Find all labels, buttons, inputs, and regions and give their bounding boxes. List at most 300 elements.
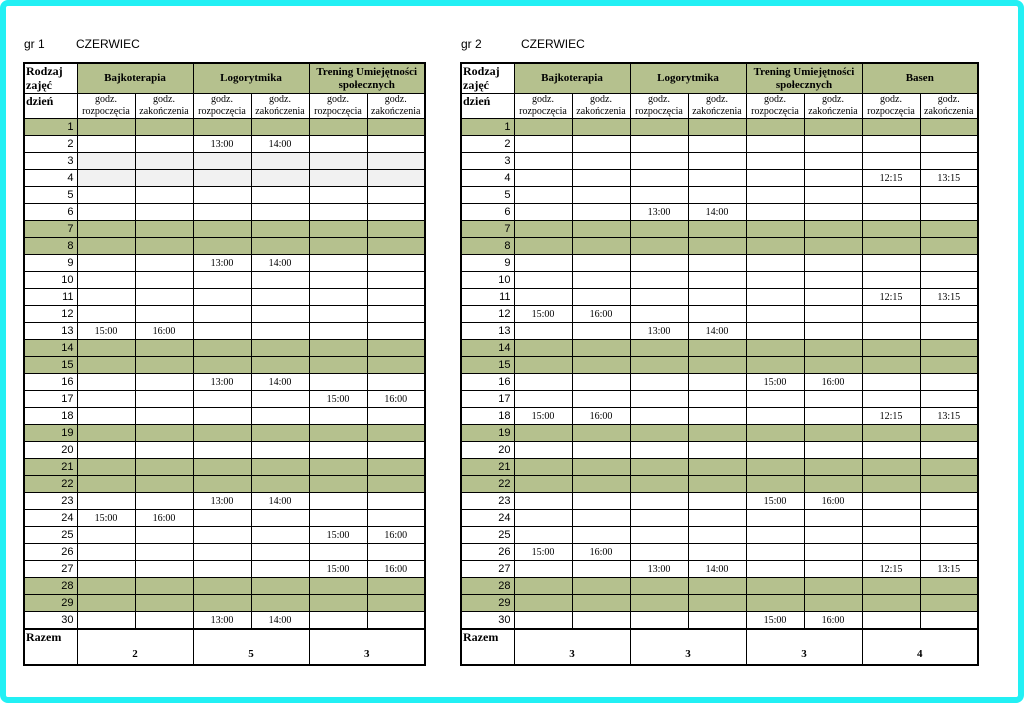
day-row xyxy=(461,289,978,306)
time-cell xyxy=(367,408,425,425)
time-cell xyxy=(746,238,804,255)
time-cell xyxy=(309,323,367,340)
end-time-header: godz. zakończenia xyxy=(804,94,862,119)
time-cell xyxy=(77,459,135,476)
time-cell xyxy=(572,238,630,255)
day-row xyxy=(461,306,978,323)
time-cell xyxy=(862,153,920,170)
time-cell xyxy=(862,527,920,544)
time-cell xyxy=(920,136,978,153)
activity-header: Logorytmika xyxy=(193,63,309,94)
time-cell xyxy=(514,170,572,187)
start-time: 15:00 xyxy=(514,306,572,323)
day-number: 26 xyxy=(461,544,514,561)
time-cell xyxy=(688,578,746,595)
day-number: 22 xyxy=(461,476,514,493)
time-cell xyxy=(746,442,804,459)
time-cell xyxy=(251,340,309,357)
start-time-header: godz. rozpoczęcia xyxy=(77,94,135,119)
time-cell xyxy=(135,289,193,306)
time-cell xyxy=(135,221,193,238)
header-row-activities xyxy=(461,63,978,94)
end-time: 14:00 xyxy=(251,612,309,630)
time-cell xyxy=(572,425,630,442)
time-cell xyxy=(746,544,804,561)
time-cell xyxy=(862,459,920,476)
time-cell xyxy=(77,493,135,510)
time-cell xyxy=(514,204,572,221)
start-time: 12:15 xyxy=(862,561,920,578)
start-time: 15:00 xyxy=(746,612,804,630)
time-cell xyxy=(135,238,193,255)
time-cell xyxy=(193,578,251,595)
day-number: 23 xyxy=(461,493,514,510)
day-row xyxy=(24,306,425,323)
group-2-table xyxy=(460,62,979,666)
time-cell xyxy=(746,187,804,204)
time-cell xyxy=(688,408,746,425)
time-cell xyxy=(309,374,367,391)
time-cell xyxy=(77,289,135,306)
time-cell xyxy=(514,527,572,544)
time-cell xyxy=(309,595,367,612)
time-cell xyxy=(309,238,367,255)
activity-total: 2 xyxy=(77,629,193,665)
day-number: 12 xyxy=(461,306,514,323)
time-cell xyxy=(367,289,425,306)
day-row xyxy=(24,238,425,255)
start-time: 13:00 xyxy=(193,255,251,272)
time-cell xyxy=(688,272,746,289)
header-activity-type: Rodzaj zajęć xyxy=(461,63,514,94)
start-time: 13:00 xyxy=(630,323,688,340)
time-cell xyxy=(309,493,367,510)
time-cell xyxy=(804,238,862,255)
time-cell xyxy=(746,323,804,340)
end-time: 13:15 xyxy=(920,561,978,578)
time-cell xyxy=(367,153,425,170)
time-cell xyxy=(193,408,251,425)
day-number: 29 xyxy=(461,595,514,612)
time-cell xyxy=(630,612,688,630)
time-cell xyxy=(746,357,804,374)
time-cell xyxy=(688,153,746,170)
time-cell xyxy=(135,408,193,425)
time-cell xyxy=(630,136,688,153)
time-cell xyxy=(193,170,251,187)
time-cell xyxy=(920,272,978,289)
day-row xyxy=(461,187,978,204)
day-number: 29 xyxy=(24,595,77,612)
time-cell xyxy=(77,425,135,442)
time-cell xyxy=(309,578,367,595)
start-time: 13:00 xyxy=(193,136,251,153)
day-row xyxy=(461,170,978,187)
time-cell xyxy=(251,221,309,238)
time-cell xyxy=(309,408,367,425)
activity-total: 3 xyxy=(746,629,862,665)
time-cell xyxy=(630,459,688,476)
day-row xyxy=(24,153,425,170)
time-cell xyxy=(688,221,746,238)
end-time: 16:00 xyxy=(804,493,862,510)
time-cell xyxy=(135,119,193,136)
time-cell xyxy=(688,391,746,408)
end-time: 16:00 xyxy=(367,527,425,544)
time-cell xyxy=(309,425,367,442)
time-cell xyxy=(630,357,688,374)
time-cell xyxy=(309,476,367,493)
day-number: 12 xyxy=(24,306,77,323)
day-row xyxy=(461,493,978,510)
time-cell xyxy=(77,357,135,374)
time-cell xyxy=(688,544,746,561)
time-cell xyxy=(251,289,309,306)
group-1-table xyxy=(23,62,426,666)
day-number: 3 xyxy=(24,153,77,170)
time-cell xyxy=(135,187,193,204)
time-cell xyxy=(367,136,425,153)
time-cell xyxy=(514,578,572,595)
day-number: 4 xyxy=(461,170,514,187)
day-row xyxy=(461,119,978,136)
day-number: 25 xyxy=(461,527,514,544)
day-row xyxy=(24,272,425,289)
time-cell xyxy=(572,442,630,459)
group-1-schedule xyxy=(23,30,426,666)
time-cell xyxy=(193,340,251,357)
time-cell xyxy=(630,119,688,136)
start-time-header: godz. rozpoczęcia xyxy=(514,94,572,119)
day-row xyxy=(461,323,978,340)
day-number: 13 xyxy=(24,323,77,340)
time-cell xyxy=(135,306,193,323)
day-row xyxy=(24,578,425,595)
time-cell xyxy=(920,187,978,204)
time-cell xyxy=(514,357,572,374)
time-cell xyxy=(572,391,630,408)
time-cell xyxy=(367,340,425,357)
end-time-header: godz. zakończenia xyxy=(251,94,309,119)
time-cell xyxy=(251,442,309,459)
time-cell xyxy=(804,187,862,204)
time-cell xyxy=(309,612,367,630)
time-cell xyxy=(746,119,804,136)
time-cell xyxy=(746,476,804,493)
day-row xyxy=(461,272,978,289)
time-cell xyxy=(862,340,920,357)
start-time: 15:00 xyxy=(746,374,804,391)
time-cell xyxy=(630,374,688,391)
time-cell xyxy=(135,136,193,153)
end-time: 14:00 xyxy=(251,255,309,272)
time-cell xyxy=(251,408,309,425)
day-row xyxy=(24,391,425,408)
time-cell xyxy=(688,374,746,391)
day-row xyxy=(461,510,978,527)
group-2-schedule xyxy=(460,30,988,666)
time-cell xyxy=(309,442,367,459)
time-cell xyxy=(193,289,251,306)
start-time: 12:15 xyxy=(862,170,920,187)
time-cell xyxy=(193,187,251,204)
time-cell xyxy=(367,459,425,476)
day-number: 15 xyxy=(24,357,77,374)
time-cell xyxy=(804,340,862,357)
time-cell xyxy=(77,476,135,493)
day-number: 20 xyxy=(24,442,77,459)
time-cell xyxy=(572,493,630,510)
group-2-label: gr 2 xyxy=(461,37,482,51)
group-1-label: gr 1 xyxy=(24,37,45,51)
time-cell xyxy=(746,340,804,357)
time-cell xyxy=(77,578,135,595)
time-cell xyxy=(309,340,367,357)
time-cell xyxy=(77,187,135,204)
time-cell xyxy=(630,544,688,561)
day-row xyxy=(24,527,425,544)
time-cell xyxy=(920,153,978,170)
time-cell xyxy=(862,323,920,340)
activity-total: 3 xyxy=(630,629,746,665)
activity-header: Trening Umiejętności społecznych xyxy=(746,63,862,94)
totals-row xyxy=(24,629,425,665)
time-cell xyxy=(514,119,572,136)
time-cell xyxy=(251,578,309,595)
time-cell xyxy=(804,306,862,323)
time-cell xyxy=(251,204,309,221)
start-time: 13:00 xyxy=(193,374,251,391)
time-cell xyxy=(77,238,135,255)
time-cell xyxy=(630,408,688,425)
time-cell xyxy=(862,476,920,493)
time-cell xyxy=(367,306,425,323)
time-cell xyxy=(514,136,572,153)
time-cell xyxy=(920,595,978,612)
time-cell xyxy=(514,221,572,238)
start-time: 12:15 xyxy=(862,289,920,306)
day-number: 27 xyxy=(24,561,77,578)
time-cell xyxy=(77,408,135,425)
time-cell xyxy=(193,221,251,238)
time-cell xyxy=(367,255,425,272)
header-row-activities xyxy=(24,63,425,94)
day-row xyxy=(461,612,978,630)
time-cell xyxy=(309,170,367,187)
time-cell xyxy=(572,561,630,578)
time-cell xyxy=(804,255,862,272)
time-cell xyxy=(135,153,193,170)
end-time: 16:00 xyxy=(572,408,630,425)
time-cell xyxy=(862,119,920,136)
end-time: 16:00 xyxy=(572,544,630,561)
time-cell xyxy=(920,510,978,527)
time-cell xyxy=(309,357,367,374)
time-cell xyxy=(77,153,135,170)
activity-total: 3 xyxy=(514,629,630,665)
time-cell xyxy=(630,595,688,612)
day-number: 17 xyxy=(24,391,77,408)
time-cell xyxy=(688,442,746,459)
time-cell xyxy=(572,527,630,544)
time-cell xyxy=(309,306,367,323)
time-cell xyxy=(862,272,920,289)
header-day: dzień xyxy=(24,94,77,119)
time-cell xyxy=(77,612,135,630)
day-number: 1 xyxy=(24,119,77,136)
time-cell xyxy=(251,170,309,187)
time-cell xyxy=(514,459,572,476)
day-row xyxy=(24,289,425,306)
time-cell xyxy=(920,493,978,510)
day-row xyxy=(461,391,978,408)
time-cell xyxy=(251,323,309,340)
time-cell xyxy=(367,187,425,204)
time-cell xyxy=(804,357,862,374)
time-cell xyxy=(688,357,746,374)
day-number: 6 xyxy=(461,204,514,221)
activity-header: Basen xyxy=(862,63,978,94)
activity-header: Trening Umiejętności społecznych xyxy=(309,63,425,94)
end-time: 13:15 xyxy=(920,408,978,425)
time-cell xyxy=(514,272,572,289)
time-cell xyxy=(309,459,367,476)
start-time: 15:00 xyxy=(309,561,367,578)
end-time: 14:00 xyxy=(251,136,309,153)
time-cell xyxy=(572,272,630,289)
time-cell xyxy=(862,510,920,527)
time-cell xyxy=(135,340,193,357)
end-time: 16:00 xyxy=(135,510,193,527)
start-time: 15:00 xyxy=(746,493,804,510)
day-number: 14 xyxy=(461,340,514,357)
time-cell xyxy=(514,425,572,442)
time-cell xyxy=(920,425,978,442)
day-row xyxy=(24,476,425,493)
time-cell xyxy=(514,612,572,630)
start-time: 13:00 xyxy=(193,612,251,630)
time-cell xyxy=(920,476,978,493)
time-cell xyxy=(77,306,135,323)
time-cell xyxy=(135,442,193,459)
time-cell xyxy=(309,510,367,527)
time-cell xyxy=(367,442,425,459)
day-number: 5 xyxy=(461,187,514,204)
time-cell xyxy=(630,510,688,527)
time-cell xyxy=(135,170,193,187)
time-cell xyxy=(367,238,425,255)
time-cell xyxy=(251,272,309,289)
time-cell xyxy=(135,272,193,289)
day-row xyxy=(461,595,978,612)
time-cell xyxy=(862,425,920,442)
end-time: 14:00 xyxy=(251,374,309,391)
time-cell xyxy=(367,374,425,391)
day-row xyxy=(24,323,425,340)
time-cell xyxy=(572,340,630,357)
time-cell xyxy=(135,374,193,391)
day-number: 11 xyxy=(24,289,77,306)
time-cell xyxy=(572,510,630,527)
time-cell xyxy=(630,255,688,272)
time-cell xyxy=(193,459,251,476)
time-cell xyxy=(367,119,425,136)
time-cell xyxy=(514,561,572,578)
time-cell xyxy=(77,119,135,136)
time-cell xyxy=(804,153,862,170)
time-cell xyxy=(367,476,425,493)
day-number: 20 xyxy=(461,442,514,459)
day-number: 6 xyxy=(24,204,77,221)
time-cell xyxy=(862,612,920,630)
end-time-header: godz. zakończenia xyxy=(135,94,193,119)
activity-total: 3 xyxy=(309,629,425,665)
time-cell xyxy=(746,170,804,187)
start-time: 15:00 xyxy=(514,408,572,425)
day-number: 7 xyxy=(461,221,514,238)
day-row xyxy=(461,459,978,476)
time-cell xyxy=(572,323,630,340)
time-cell xyxy=(688,187,746,204)
day-number: 24 xyxy=(24,510,77,527)
day-row xyxy=(24,170,425,187)
start-time-header: godz. rozpoczęcia xyxy=(630,94,688,119)
day-number: 14 xyxy=(24,340,77,357)
day-number: 25 xyxy=(24,527,77,544)
day-number: 19 xyxy=(461,425,514,442)
day-row xyxy=(24,612,425,630)
time-cell xyxy=(251,306,309,323)
time-cell xyxy=(746,289,804,306)
time-cell xyxy=(367,595,425,612)
time-cell xyxy=(251,544,309,561)
time-cell xyxy=(804,391,862,408)
day-row xyxy=(24,459,425,476)
time-cell xyxy=(77,374,135,391)
day-number: 17 xyxy=(461,391,514,408)
time-cell xyxy=(514,476,572,493)
day-number: 9 xyxy=(461,255,514,272)
time-cell xyxy=(193,476,251,493)
time-cell xyxy=(514,510,572,527)
time-cell xyxy=(688,238,746,255)
start-time-header: godz. rozpoczęcia xyxy=(746,94,804,119)
day-number: 8 xyxy=(24,238,77,255)
day-number: 10 xyxy=(461,272,514,289)
time-cell xyxy=(920,238,978,255)
time-cell xyxy=(804,204,862,221)
time-cell xyxy=(572,357,630,374)
activity-total: 4 xyxy=(862,629,978,665)
time-cell xyxy=(251,595,309,612)
day-number: 4 xyxy=(24,170,77,187)
time-cell xyxy=(630,170,688,187)
activity-header: Bajkoterapia xyxy=(77,63,193,94)
day-row xyxy=(24,340,425,357)
time-cell xyxy=(77,340,135,357)
time-cell xyxy=(251,425,309,442)
time-cell xyxy=(309,136,367,153)
time-cell xyxy=(688,170,746,187)
start-time-header: godz. rozpoczęcia xyxy=(862,94,920,119)
group-2-month: CZERWIEC xyxy=(521,37,585,51)
day-number: 28 xyxy=(24,578,77,595)
time-cell xyxy=(804,459,862,476)
time-cell xyxy=(862,442,920,459)
time-cell xyxy=(630,289,688,306)
time-cell xyxy=(77,204,135,221)
start-time: 13:00 xyxy=(630,561,688,578)
